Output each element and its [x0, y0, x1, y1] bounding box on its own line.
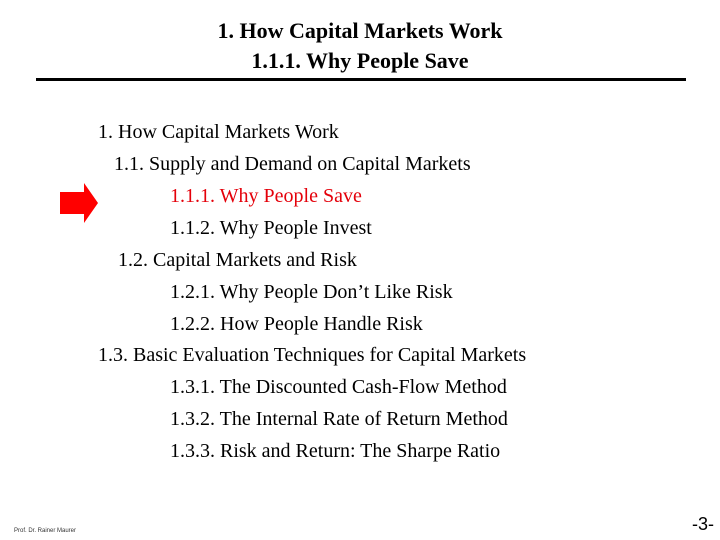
title-divider: [36, 78, 686, 81]
toc-item-1-2: 1.2. Capital Markets and Risk: [118, 249, 357, 271]
toc-item-1-2-1: 1.2.1. Why People Don’t Like Risk: [170, 281, 453, 303]
footer-author: Prof. Dr. Rainer Maurer: [14, 528, 77, 534]
toc-item-1-1-1-current: 1.1.1. Why People Save: [170, 185, 362, 207]
toc-item-1-1-2: 1.1.2. Why People Invest: [170, 217, 372, 239]
toc-item-1-3-2: 1.3.2. The Internal Rate of Return Method: [170, 408, 508, 430]
toc-item-1-3-3: 1.3.3. Risk and Return: The Sharpe Ratio: [170, 440, 501, 462]
toc-item-1-3: 1.3. Basic Evaluation Techniques for Capital Markets: [98, 344, 527, 366]
toc-item-1-1: 1.1. Supply and Demand on Capital Markets: [114, 153, 471, 175]
toc-item-1: 1. How Capital Markets Work: [98, 121, 339, 143]
slide-title-line-1: 1. How Capital Markets Work: [217, 18, 503, 43]
right-arrow-icon: [60, 183, 98, 223]
toc-item-1-3-1: 1.3.1. The Discounted Cash-Flow Method: [170, 376, 507, 398]
slide-title-line-2: 1.1.1. Why People Save: [251, 48, 469, 73]
slide-title: [0, 16, 720, 76]
page-number: -3-: [692, 514, 714, 534]
toc-item-1-2-2: 1.2.2. How People Handle Risk: [170, 313, 423, 335]
